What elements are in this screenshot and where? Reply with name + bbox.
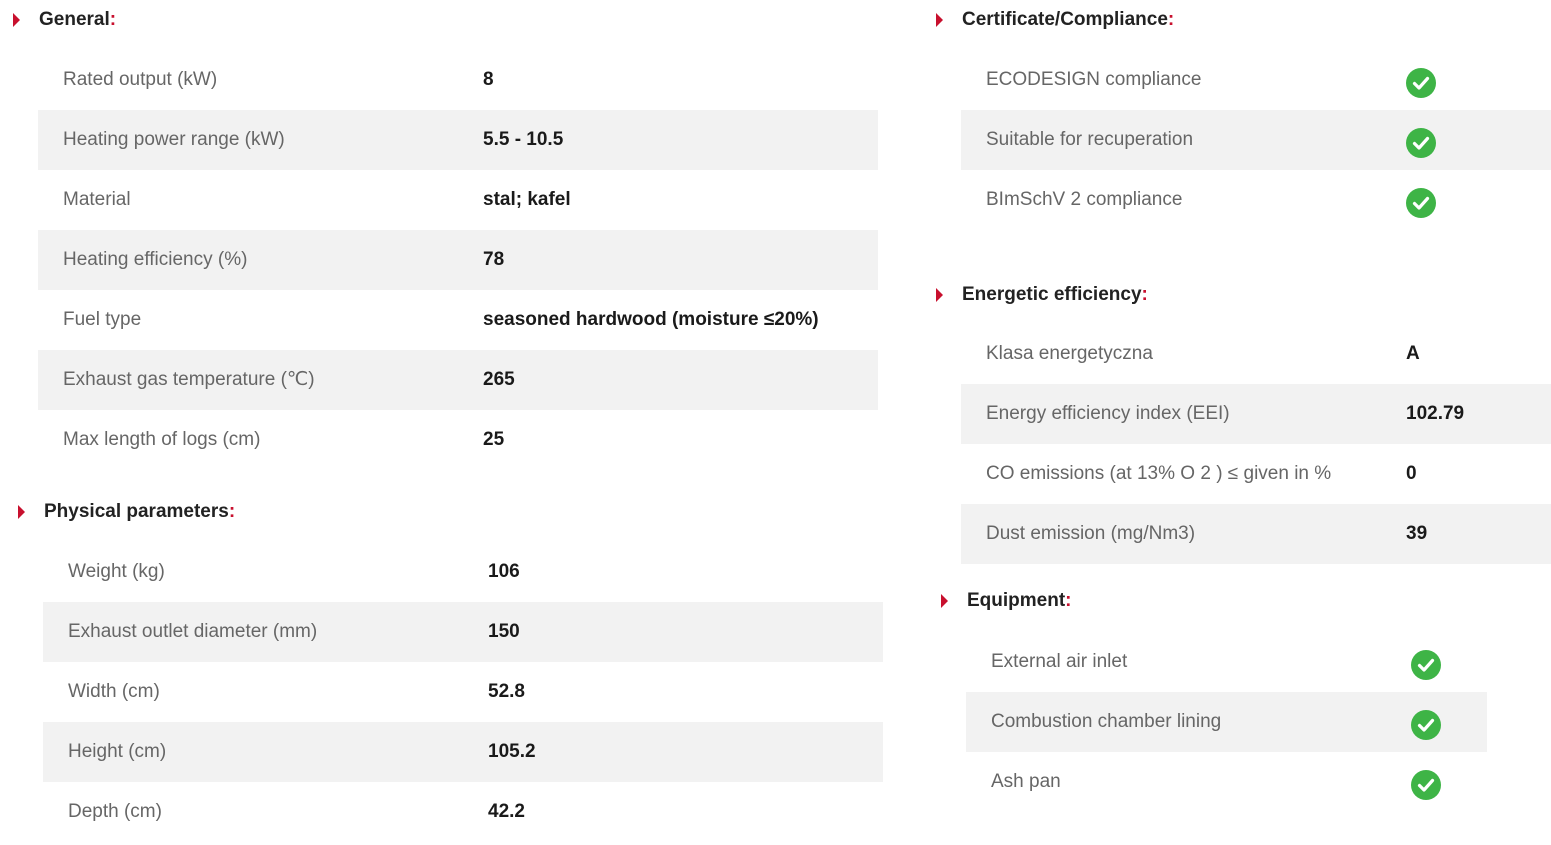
check-circle-icon <box>1411 650 1441 680</box>
spec-label: Energy efficiency index (EEI) <box>986 403 1230 424</box>
spec-label: Heating efficiency (%) <box>63 249 248 270</box>
spec-value: 5.5 - 10.5 <box>483 129 564 150</box>
spec-row <box>961 50 1551 110</box>
spec-table <box>961 50 1551 230</box>
spec-row <box>38 110 878 170</box>
section-equipment <box>941 581 1487 792</box>
check-circle-icon <box>1406 188 1436 218</box>
spec-value: 265 <box>483 369 515 390</box>
caret-right-icon <box>13 13 20 27</box>
spec-value: 8 <box>483 69 494 90</box>
spec-label: Exhaust outlet diameter (mm) <box>68 621 318 642</box>
spec-label: Ash pan <box>991 771 1061 792</box>
spec-value: 106 <box>488 561 520 582</box>
spec-label: BImSchV 2 compliance <box>986 189 1183 210</box>
spec-row <box>966 632 1487 692</box>
spec-value: 78 <box>483 249 505 270</box>
caret-right-icon <box>941 594 948 608</box>
section-certificate <box>936 0 1551 210</box>
spec-label: External air inlet <box>991 651 1128 672</box>
section-title: Physical parameters: <box>44 501 236 522</box>
spec-label: Depth (cm) <box>68 801 162 822</box>
spec-row <box>38 50 878 110</box>
spec-label: Fuel type <box>63 309 142 330</box>
spec-value: 52.8 <box>488 681 525 702</box>
spec-row <box>961 504 1551 564</box>
check-circle-icon <box>1411 710 1441 740</box>
section-header-certificate <box>936 0 1551 40</box>
spec-row <box>961 324 1551 384</box>
spec-value: A <box>1406 343 1420 364</box>
spec-label: Weight (kg) <box>68 561 165 582</box>
spec-label: Max length of logs (cm) <box>63 429 261 450</box>
spec-table <box>961 324 1551 564</box>
spec-row <box>38 170 878 230</box>
spec-label: Dust emission (mg/Nm3) <box>986 523 1196 544</box>
spec-table <box>38 50 878 470</box>
spec-value: 25 <box>483 429 505 450</box>
spec-row <box>43 662 883 722</box>
spec-value: 42.2 <box>488 801 525 822</box>
section-header-energetic <box>936 275 1551 315</box>
spec-label: Exhaust gas temperature (℃) <box>63 369 315 390</box>
section-general <box>13 0 879 450</box>
spec-value: stal; kafel <box>483 189 571 210</box>
caret-right-icon <box>936 288 943 302</box>
spec-row <box>961 384 1551 444</box>
check-circle-icon <box>1406 128 1436 158</box>
spec-row <box>38 350 878 410</box>
spec-label: ECODESIGN compliance <box>986 69 1202 90</box>
spec-label: Material <box>63 189 131 210</box>
section-header-physical <box>18 492 884 532</box>
spec-row <box>966 692 1487 752</box>
spec-row <box>966 752 1487 812</box>
spec-label: Rated output (kW) <box>63 69 218 90</box>
section-title: Certificate/Compliance: <box>962 9 1175 30</box>
spec-value: 105.2 <box>488 741 536 762</box>
spec-label: Combustion chamber lining <box>991 711 1222 732</box>
spec-label: Klasa energetyczna <box>986 343 1153 364</box>
section-header-general <box>13 0 879 40</box>
spec-row <box>961 444 1551 504</box>
spec-label: Height (cm) <box>68 741 167 762</box>
spec-value: 39 <box>1406 523 1428 544</box>
check-circle-icon <box>1411 770 1441 800</box>
section-physical <box>18 492 884 822</box>
spec-row <box>43 602 883 662</box>
caret-right-icon <box>936 13 943 27</box>
spec-row <box>38 230 878 290</box>
spec-value: 0 <box>1406 463 1417 484</box>
spec-table <box>43 542 883 842</box>
check-circle-icon <box>1406 68 1436 98</box>
caret-right-icon <box>18 505 25 519</box>
spec-row <box>43 782 883 842</box>
section-title: Equipment: <box>967 590 1072 611</box>
spec-label: Suitable for recuperation <box>986 129 1194 150</box>
spec-table <box>966 632 1487 812</box>
spec-row <box>38 290 878 350</box>
spec-label: Width (cm) <box>68 681 160 702</box>
spec-row <box>43 542 883 602</box>
section-title: General: <box>39 9 117 30</box>
spec-label: Heating power range (kW) <box>63 129 285 150</box>
spec-label: CO emissions (at 13% O 2 ) ≤ given in % <box>986 463 1332 484</box>
section-header-equipment <box>941 581 1487 621</box>
spec-row <box>961 110 1551 170</box>
spec-row <box>961 170 1551 230</box>
spec-row <box>38 410 878 470</box>
spec-value: 150 <box>488 621 520 642</box>
spec-value: seasoned hardwood (moisture ≤20%) <box>483 309 819 330</box>
spec-row <box>43 722 883 782</box>
section-energetic <box>936 275 1551 544</box>
spec-value: 102.79 <box>1406 403 1465 424</box>
section-title: Energetic efficiency: <box>962 284 1148 305</box>
